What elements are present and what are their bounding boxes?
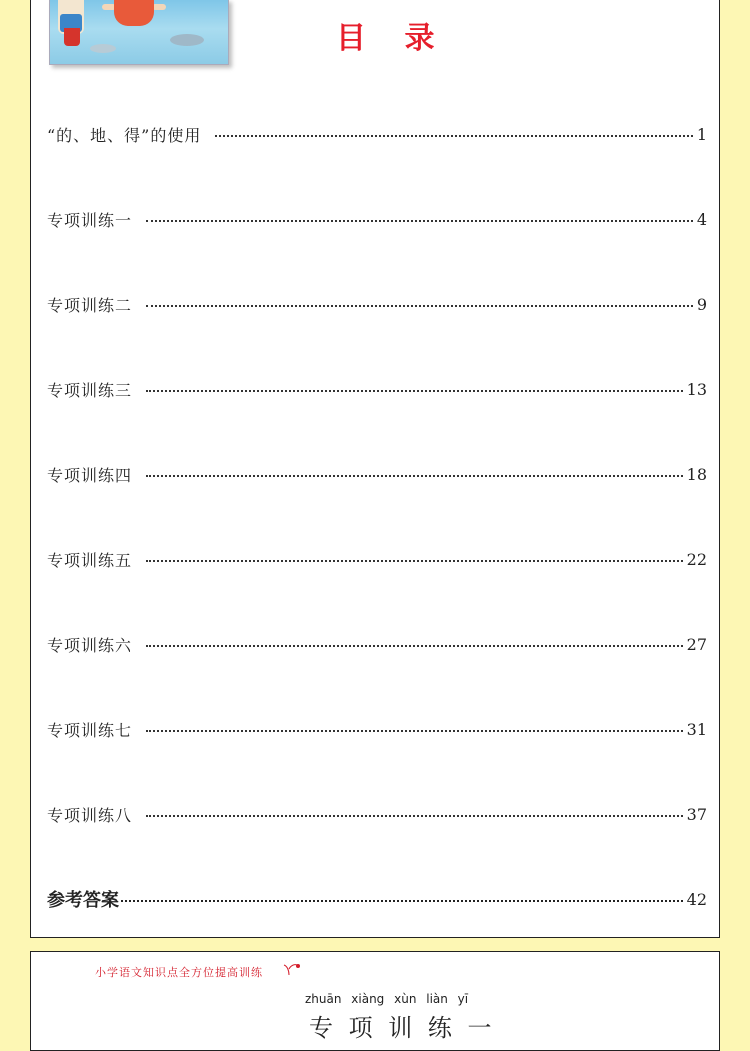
toc-entry-label: 专项训练四: [47, 465, 133, 485]
dot-leader: [146, 730, 683, 732]
dot-leader: [146, 560, 683, 562]
dot-leader: [146, 645, 683, 647]
toc-entry-label: 专项训练七: [47, 720, 133, 740]
series-title: 小学语文知识点全方位提高训练: [95, 966, 263, 979]
toc-title: 目 录: [336, 21, 449, 56]
toc-entry[interactable]: [47, 206, 707, 232]
toc-entry-page: 31: [686, 719, 707, 739]
toc-entry[interactable]: [47, 546, 707, 572]
toc-entry-label: 参考答案: [47, 890, 119, 911]
toc-entry-page: 42: [686, 889, 707, 909]
toc-entry[interactable]: [47, 801, 707, 827]
dot-leader: [121, 900, 683, 902]
toc-entry-page: 1: [696, 124, 707, 144]
toc-entry[interactable]: [47, 121, 707, 147]
toc-entry[interactable]: [47, 716, 707, 742]
dot-leader: [146, 305, 693, 307]
toc-entry[interactable]: [47, 461, 707, 487]
sprout-icon: [283, 962, 303, 976]
toc-entry-page: 9: [696, 294, 707, 314]
toc-entry-answers[interactable]: [47, 886, 707, 912]
toc-entry-label: 专项训练二: [47, 295, 133, 315]
toc-entry-page: 22: [686, 549, 707, 569]
toc-entry-page: 4: [696, 209, 707, 229]
dot-leader: [146, 220, 693, 222]
toc-entry-label: 专项训练五: [47, 550, 133, 570]
section-heading: 专 项 训 练 一: [309, 1014, 496, 1042]
toc-entry-label: 专项训练八: [47, 805, 133, 825]
toc-entry-label: 专项训练三: [47, 380, 133, 400]
toc-entry[interactable]: [47, 291, 707, 317]
toc-entry-label: 专项训练一: [47, 210, 133, 230]
toc-entry-page: 18: [686, 464, 707, 484]
toc-entry[interactable]: [47, 376, 707, 402]
toc-page: [30, 0, 720, 938]
toc-entry-page: 13: [686, 379, 707, 399]
toc-entry-label: 专项训练六: [47, 635, 133, 655]
book-cover-thumbnail: [49, 0, 229, 65]
toc-entry[interactable]: [47, 631, 707, 657]
dot-leader: [146, 390, 683, 392]
toc-entry-page: 27: [686, 634, 707, 654]
pinyin-line: zhuān xiàng xùn liàn yī: [305, 992, 469, 1006]
dot-leader: [146, 815, 683, 817]
dot-leader: [146, 475, 683, 477]
toc-entry-page: 37: [686, 804, 707, 824]
next-page-preview: [30, 951, 720, 1051]
toc-entry-label: “的、地、得”的使用: [47, 125, 202, 145]
dot-leader: [215, 135, 692, 137]
